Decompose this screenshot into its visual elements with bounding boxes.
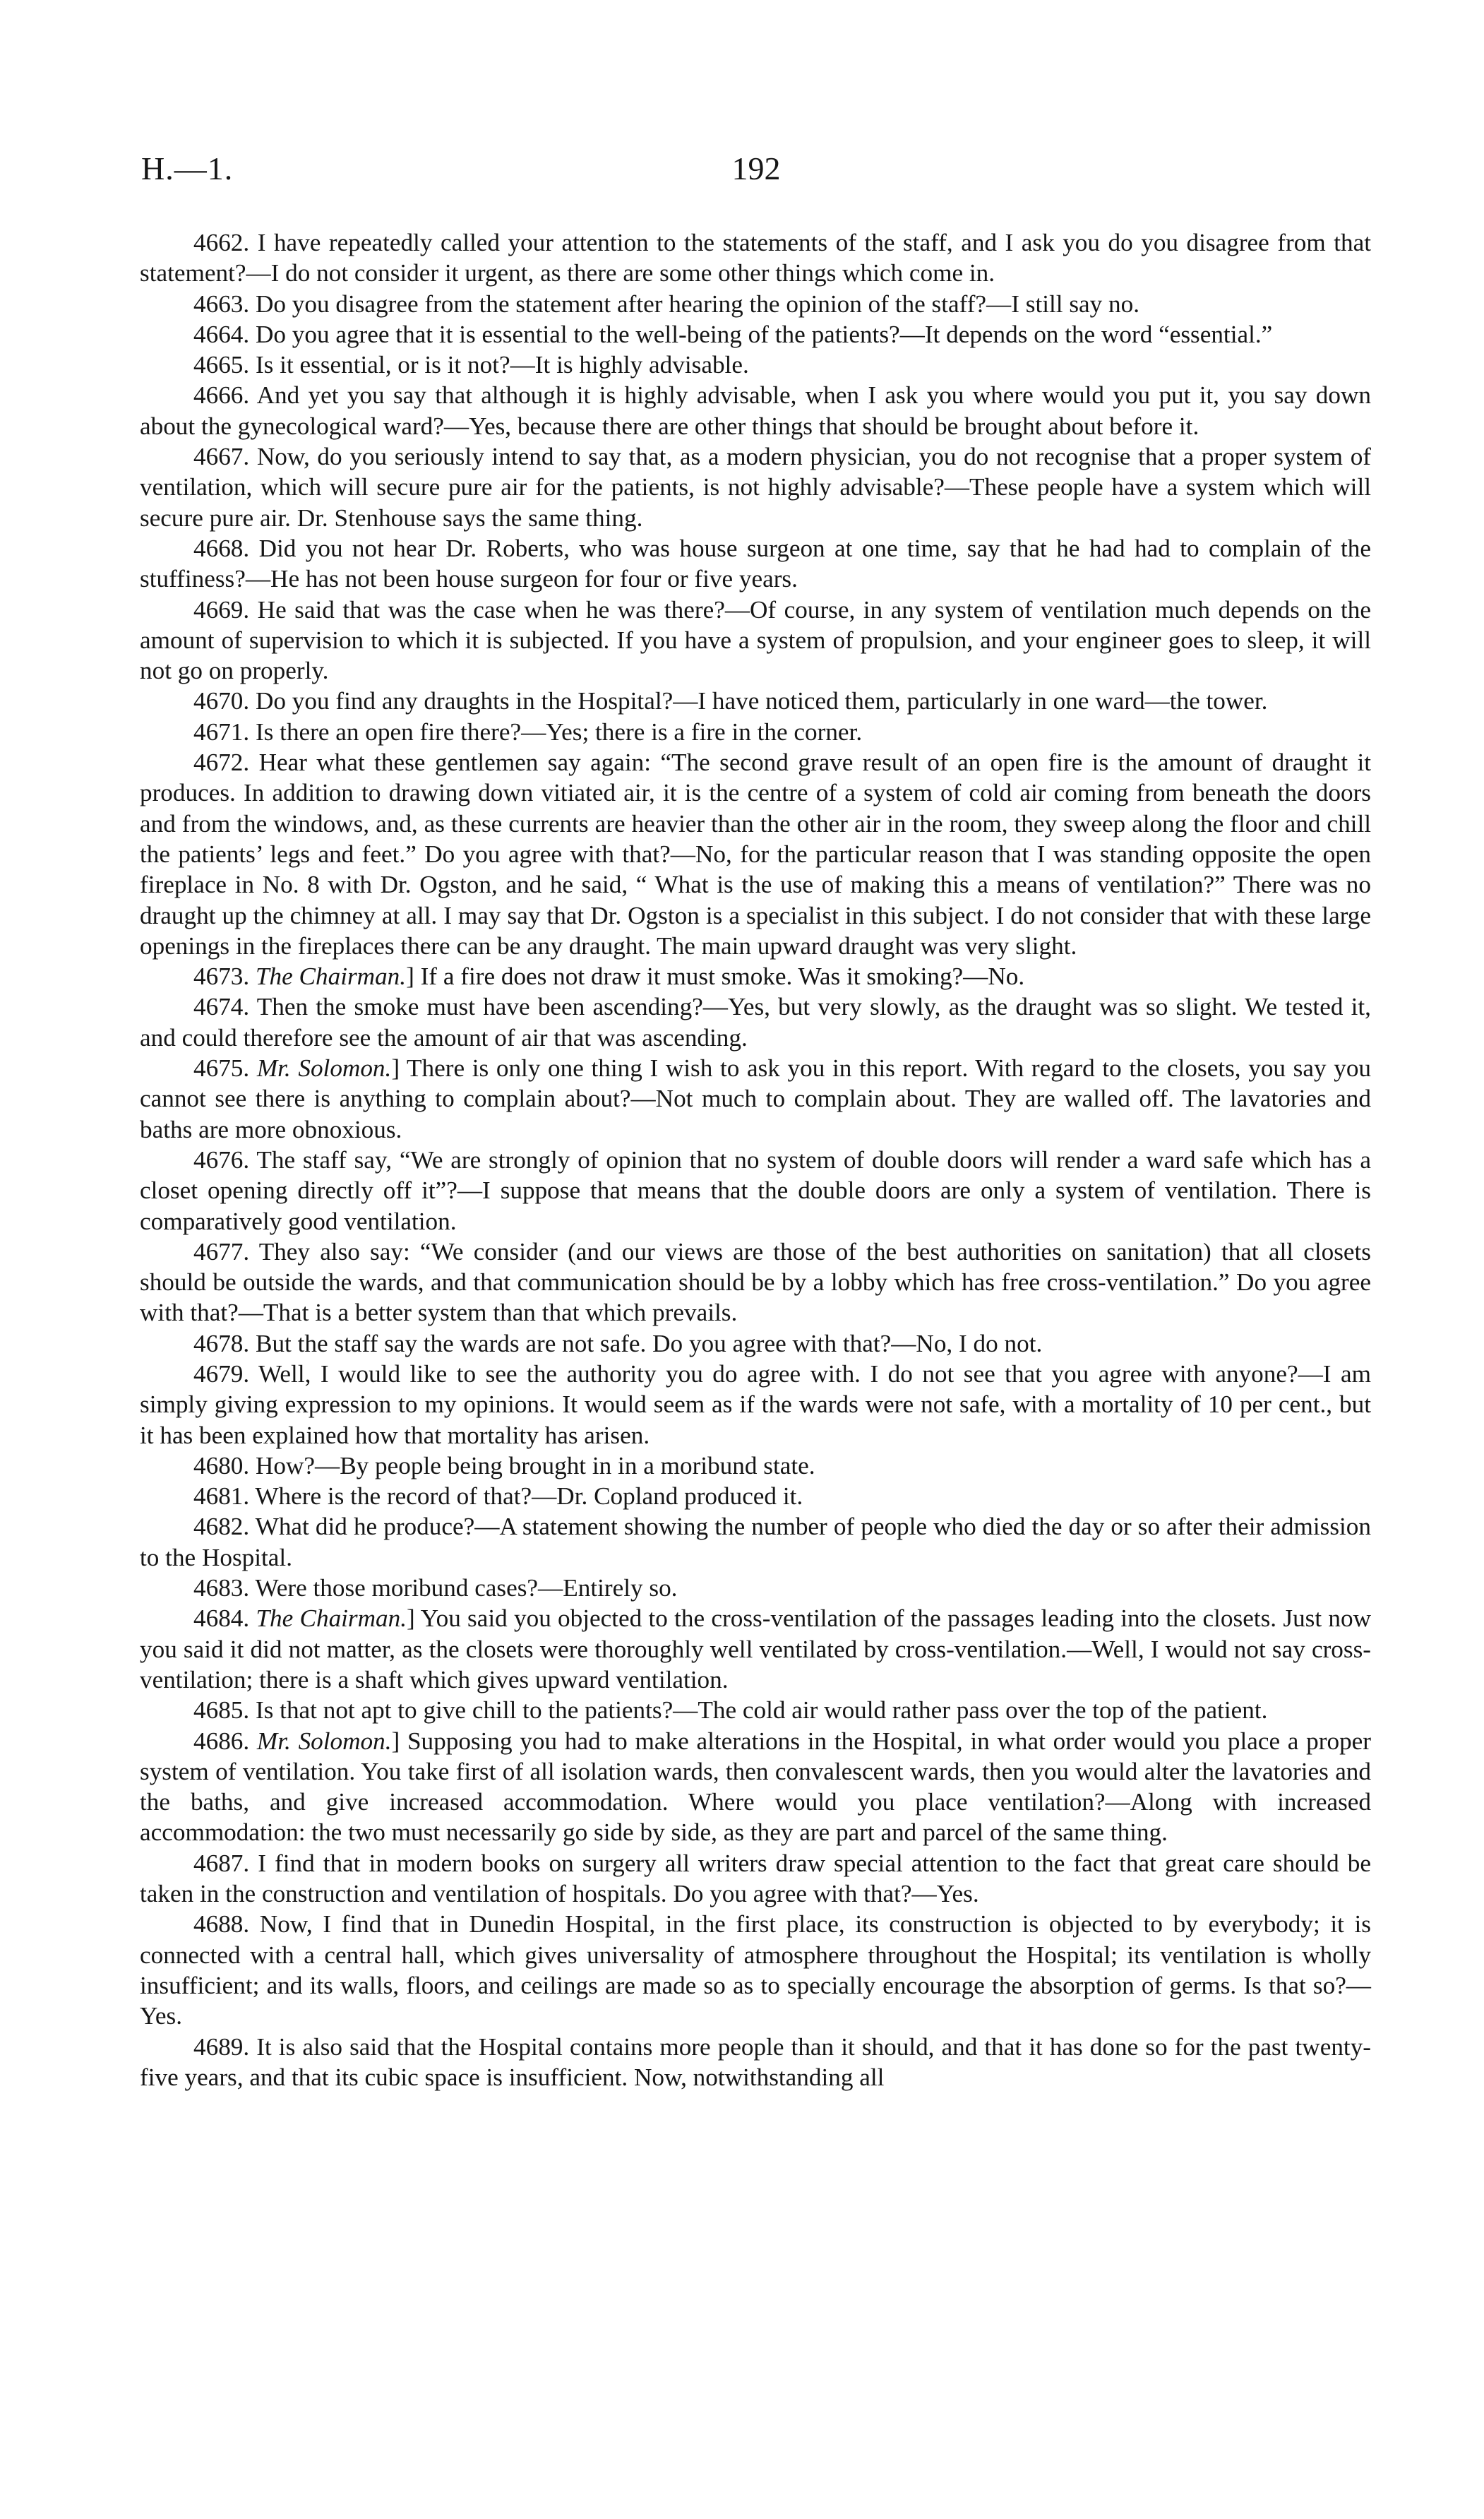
question-paragraph [140, 1053, 1371, 1145]
testimony-text: It is also said that the Hospital contains more people than it should, and that it has done so for the past twenty-five years, and that its cubic space is insufficient. Now, notwithstanding all [140, 2032, 1372, 2091]
question-number: 4665. [193, 351, 250, 379]
question-number: 4689. [193, 2032, 250, 2061]
question-paragraph [140, 1328, 1371, 1359]
testimony-text: ] If a fire does not draw it must smoke. Was it smoking?—No. [406, 963, 1025, 991]
question-paragraph [140, 350, 1371, 380]
question-paragraph [140, 747, 1371, 961]
testimony-text: Is that not apt to give chill to the patients?—The cold air would rather pass over the top of the patient. [255, 1696, 1268, 1725]
evidence-transcript [140, 227, 1371, 2092]
question-paragraph [140, 1237, 1371, 1328]
question-number: 4677. [193, 1237, 250, 1266]
testimony-text: ] There is only one thing I wish to ask you in this report. With regard to the closets, you say you cannot see there is anything to complain about?—Not much to complain about. They are walled off. The lavatories and baths are more obnoxious. [140, 1054, 1372, 1143]
testimony-text: ] Supposing you had to make alterations in the Hospital, in what order would you place a proper system of ventilation. You take first of all isolation wards, then convalescent wards, then you would alter the lavatories and the baths, and give increased accommodation. Where would you place ventilation?—Along with increased accommodation: the two must necessarily go side by side, as they are part and parcel of the same thing. [140, 1727, 1372, 1847]
question-paragraph [140, 1511, 1371, 1573]
question-paragraph [140, 1481, 1371, 1511]
testimony-text: Hear what these gentlemen say again: “The second grave result of an open fire is the amount of draught it produces. In addition to drawing down vitiated air, it is the centre of a system of cold air coming from beneath the doors and from the windows, and, as these currents are heavier than the other air in the room, they sweep along the floor and chill the patients’ legs and feet.” Do you agree with that?—No, for the particular reason that I was standing opposite the open fireplace in No. 8 with Dr. Ogston, and he said, “ What is the use of making this a means of ventilation?” There was no draught up the chimney at all. I may say that Dr. Ogston is a specialist in this subject. I do not consider that with these large openings in the fireplaces there can be any draught. The main upward draught was very slight. [140, 749, 1372, 960]
question-paragraph [140, 1451, 1371, 1481]
question-paragraph [140, 1359, 1371, 1451]
question-paragraph [140, 1573, 1371, 1603]
question-paragraph [140, 533, 1371, 595]
question-paragraph [140, 1909, 1371, 2031]
question-number: 4678. [193, 1329, 250, 1357]
testimony-text: Then the smoke must have been ascending?—Yes, but very slowly, as the draught was so slight. We tested it, and could therefore see the amount of air that was ascending. [140, 993, 1371, 1052]
page-number: 192 [731, 150, 781, 186]
question-paragraph [140, 991, 1371, 1053]
question-number: 4675. [193, 1054, 250, 1083]
question-number: 4669. [193, 595, 250, 624]
question-paragraph [140, 1603, 1371, 1695]
question-number: 4679. [193, 1359, 250, 1388]
testimony-text: Now, I find that in Dunedin Hospital, in the first place, its construction is objected to by everybody; it is connected with a central hall, which gives universality of atmosphere throughout the Hospital; its ventilation is wholly insufficient; and its walls, floors, and ceilings are made so as to specially encourage the absorption of germs. Is that so?—Yes. [140, 1910, 1371, 2030]
question-paragraph [140, 595, 1371, 686]
question-number: 4688. [193, 1910, 250, 1939]
testimony-text: Now, do you seriously intend to say that, as a modern physician, you do not recognise that a proper system of ventilation, which will secure pure air for the patients, is not highly advisable?—These people have a system which will secure pure air. Dr. Stenhouse says the same thing. [140, 443, 1371, 532]
question-paragraph [140, 1726, 1371, 1848]
question-number: 4686. [193, 1727, 250, 1755]
question-number: 4685. [193, 1696, 250, 1725]
testimony-text: ] You said you objected to the cross-ventilation of the passages leading into the closets. Just now you said it did not matter, as the closets were thoroughly well ventilated by cross-ventilation.—Well, I would not say cross-ventilation; there is a shaft which gives upward ventilation. [140, 1604, 1371, 1693]
question-number: 4673. [193, 963, 250, 991]
question-number: 4681. [193, 1482, 250, 1511]
question-number: 4687. [193, 1849, 250, 1877]
testimony-text: Well, I would like to see the authority you do agree with. I do not see that you agree with anyone?—I am simply giving expression to my opinions. It would seem as if the wards were not safe, with a mortality of 10 per cent., but it has been explained how that mortality has arisen. [140, 1359, 1371, 1449]
question-number: 4666. [193, 381, 250, 410]
testimony-text: How?—By people being brought in in a moribund state. [255, 1451, 815, 1479]
speaker-name: The Chairman. [255, 963, 407, 991]
question-paragraph [140, 319, 1371, 350]
testimony-text: Were those moribund cases?—Entirely so. [255, 1574, 678, 1602]
testimony-text: Is there an open fire there?—Yes; there is a fire in the corner. [255, 717, 863, 746]
question-paragraph [140, 1848, 1371, 1910]
speaker-name: Mr. Solomon. [256, 1054, 392, 1083]
speaker-name: The Chairman. [256, 1604, 407, 1633]
question-paragraph [140, 441, 1371, 533]
question-number: 4662. [193, 229, 250, 256]
question-paragraph [140, 686, 1371, 716]
question-number: 4670. [193, 687, 250, 715]
testimony-text: But the staff say the wards are not safe. Do you agree with that?—No, I do not. [255, 1329, 1043, 1357]
question-paragraph [140, 227, 1371, 289]
testimony-text: Do you agree that it is essential to the well-being of the patients?—It depends on the word “essential.” [255, 320, 1273, 348]
question-number: 4667. [193, 443, 250, 471]
testimony-text: They also say: “We consider (and our views are those of the best authorities on sanitation) that all closets should be outside the wards, and that communication should be by a lobby which has free cross-ventilation.” Do you agree with that?—That is a better system than that which prevails. [140, 1237, 1371, 1327]
question-number: 4683. [193, 1574, 250, 1602]
question-number: 4668. [193, 534, 250, 562]
question-number: 4672. [193, 749, 250, 777]
testimony-text: I have repeatedly called your attention to the statements of the staff, and I ask you do you disagree from that statement?—I do not consider it urgent, as there are some other things which come in. [140, 229, 1371, 287]
speaker-name: Mr. Solomon. [256, 1727, 392, 1755]
testimony-text: He said that was the case when he was there?—Of course, in any system of ventilation much depends on the amount of supervision to which it is subjected. If you have a system of propulsion, and your engineer goes to sleep, it will not go on properly. [140, 595, 1371, 685]
question-number: 4674. [193, 993, 250, 1021]
question-paragraph [140, 2032, 1371, 2093]
testimony-text: And yet you say that although it is highly advisable, when I ask you where would you put it, you say down about the gynecological ward?—Yes, because there are other things that should be brought about before it. [140, 381, 1372, 440]
question-number: 4671. [193, 717, 250, 746]
question-paragraph [140, 380, 1371, 441]
question-paragraph [140, 1145, 1371, 1237]
question-number: 4684. [193, 1604, 250, 1633]
testimony-text: Where is the record of that?—Dr. Copland produced it. [255, 1482, 803, 1511]
question-number: 4676. [193, 1145, 250, 1174]
testimony-text: Did you not hear Dr. Roberts, who was house surgeon at one time, say that he had had to complain of the stuffiness?—He has not been house surgeon for four or five years. [140, 534, 1372, 593]
question-paragraph [140, 1695, 1371, 1725]
question-number: 4663. [193, 290, 250, 318]
testimony-text: I find that in modern books on surgery all writers draw special attention to the fact that great care should be taken in the construction and ventilation of hospitals. Do you agree with that?—Yes. [140, 1849, 1372, 1908]
question-paragraph [140, 961, 1371, 991]
testimony-text: Do you disagree from the statement after hearing the opinion of the staff?—I still say no. [255, 290, 1140, 318]
testimony-text: Is it essential, or is it not?—It is highly advisable. [255, 351, 749, 379]
question-number: 4664. [193, 320, 250, 348]
testimony-text: What did he produce?—A statement showing the number of people who died the day or so after their admission to the Hospital. [140, 1513, 1371, 1571]
question-paragraph [140, 717, 1371, 747]
question-number: 4682. [193, 1513, 250, 1541]
document-reference: H.—1. [141, 150, 234, 186]
testimony-text: The staff say, “We are strongly of opinion that no system of double doors will render a ward safe which has a closet opening directly off it”?—I suppose that means that the double doors are only a system of ventilation. There is comparatively good ventilation. [140, 1145, 1371, 1235]
page-header [141, 150, 1371, 192]
question-paragraph [140, 289, 1371, 319]
question-number: 4680. [193, 1451, 250, 1479]
testimony-text: Do you find any draughts in the Hospital?—I have noticed them, particularly in one ward—the tower. [255, 687, 1268, 715]
